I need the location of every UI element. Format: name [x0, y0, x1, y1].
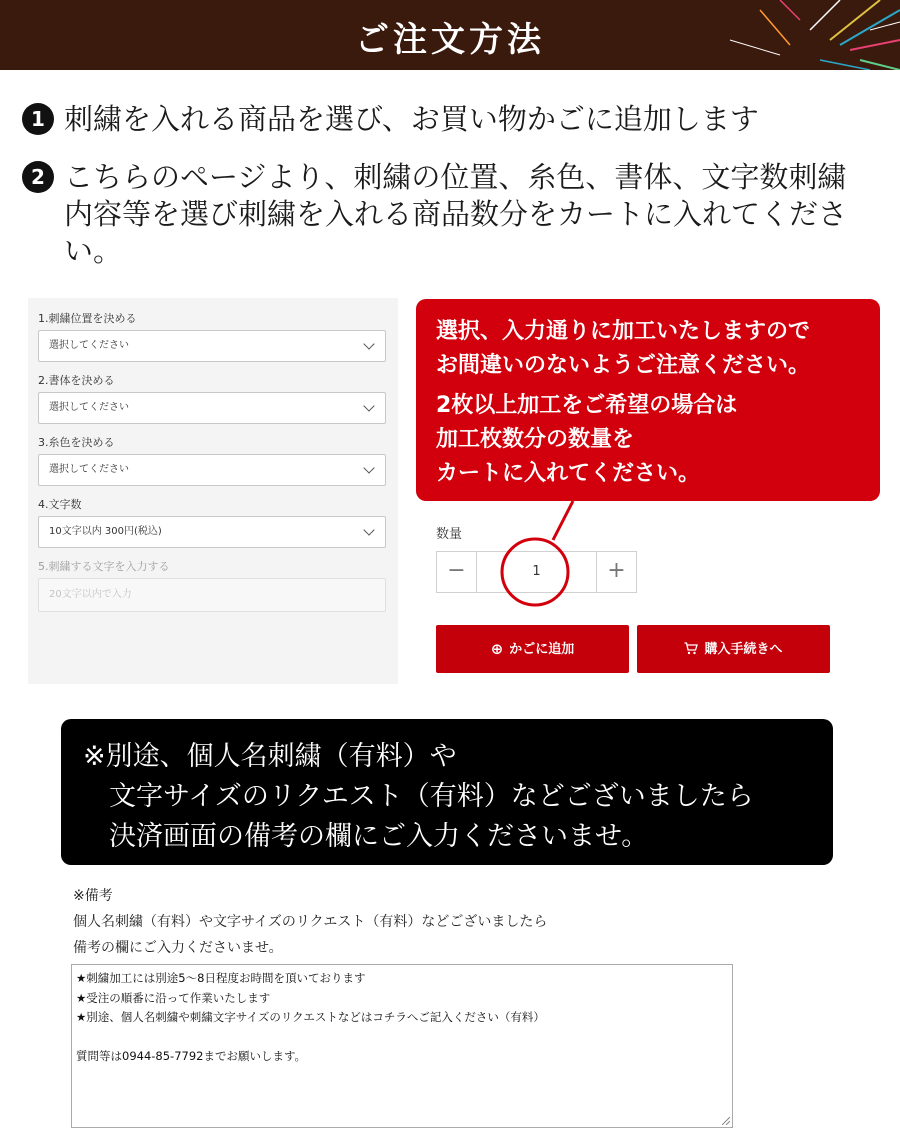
- step-text: こちらのページより、刺繍の位置、糸色、書体、文字数刺繍内容等を選び刺繍を入れる商品数分をカートに入れてください。: [64, 160, 848, 268]
- thread-color-select[interactable]: [38, 454, 386, 486]
- form-group-text: [38, 558, 386, 612]
- plus-circle-icon: ⊕: [490, 640, 504, 658]
- chevron-down-icon: [363, 462, 374, 473]
- field-label: 2.書体を決める: [38, 374, 115, 387]
- field-label: 3.糸色を決める: [38, 436, 115, 449]
- callout-line: カートに入れてください。: [436, 461, 701, 486]
- add-to-cart-label: かごに追加: [509, 642, 575, 657]
- chevron-down-icon: [363, 524, 374, 535]
- position-select[interactable]: [38, 330, 386, 362]
- select-value: 選択してください: [49, 340, 129, 351]
- textarea-line: 質問等は0944-85-7792までお願いします。: [76, 1049, 307, 1063]
- remarks-textarea[interactable]: [71, 964, 733, 1128]
- field-label: 5.刺繍する文字を入力する: [38, 560, 170, 573]
- form-group-char-count: [38, 496, 386, 548]
- chevron-down-icon: [363, 400, 374, 411]
- step-2: [22, 159, 854, 270]
- font-select[interactable]: [38, 392, 386, 424]
- remarks-description: 個人名刺繍（有料）や文字サイズのリクエスト（有料）などございましたら: [73, 914, 548, 930]
- step-text: 刺繍を入れる商品を選び、お買い物かごに追加します: [64, 102, 759, 136]
- paid-options-notice: [61, 719, 833, 865]
- checkout-label: 購入手続きへ: [704, 642, 783, 657]
- step-number-badge: 1: [22, 103, 54, 135]
- remarks-description: 備考の欄にご入力くださいませ。: [73, 940, 283, 956]
- callout-line: 加工枚数分の数量を: [436, 427, 635, 452]
- page-title: ご注文方法: [355, 20, 545, 60]
- add-to-cart-button[interactable]: [436, 625, 629, 673]
- notice-line: 決済画面の備考の欄にご入力くださいませ。: [109, 821, 649, 852]
- quantity-label: 数量: [436, 527, 463, 542]
- embroidery-options-form: [28, 298, 398, 684]
- form-group-thread-color: [38, 434, 386, 486]
- callout-line: お間違いのないようご注意ください。: [436, 353, 811, 378]
- resize-handle-icon[interactable]: [720, 1115, 730, 1125]
- form-group-font: [38, 372, 386, 424]
- quantity-value[interactable]: 1: [532, 564, 541, 579]
- select-value: 選択してください: [49, 402, 129, 413]
- select-value: 選択してください: [49, 464, 129, 475]
- step-number-badge: 2: [22, 161, 54, 193]
- field-label: 1.刺繍位置を決める: [38, 312, 137, 325]
- header-banner: [0, 0, 900, 70]
- textarea-line: ★別途、個人名刺繍や刺繍文字サイズのリクエストなどはコチラへご記入ください（有料）: [76, 1010, 545, 1024]
- notice-line: 文字サイズのリクエスト（有料）などございましたら: [109, 781, 754, 812]
- cart-icon: [684, 625, 698, 673]
- step-1: [22, 101, 759, 138]
- chevron-down-icon: [363, 338, 374, 349]
- firework-decoration: [640, 0, 900, 70]
- embroidery-text-input[interactable]: 20文字以内で入力: [38, 578, 386, 612]
- callout-line: 2枚以上加工をご希望の場合は: [436, 393, 738, 418]
- remarks-title: ※備考: [73, 888, 113, 904]
- field-label: 4.文字数: [38, 498, 82, 511]
- textarea-line: ★受注の順番に沿って作業いたします: [76, 990, 271, 1005]
- quantity-increment-button[interactable]: +: [596, 552, 636, 592]
- select-value: 10文字以内 300円(税込): [49, 526, 162, 537]
- warning-callout: [416, 299, 880, 501]
- checkout-button[interactable]: [637, 625, 830, 673]
- callout-line: 選択、入力通りに加工いたしますので: [436, 319, 811, 344]
- quantity-decrement-button[interactable]: −: [437, 552, 477, 592]
- textarea-line: ★刺繍加工には別途5～8日程度お時間を頂いております: [76, 971, 366, 985]
- textarea-line: [76, 1028, 732, 1048]
- char-count-select[interactable]: [38, 516, 386, 548]
- form-group-position: [38, 310, 386, 362]
- quantity-stepper: [436, 551, 637, 593]
- notice-line: ※別途、個人名刺繍（有料）や: [83, 741, 457, 772]
